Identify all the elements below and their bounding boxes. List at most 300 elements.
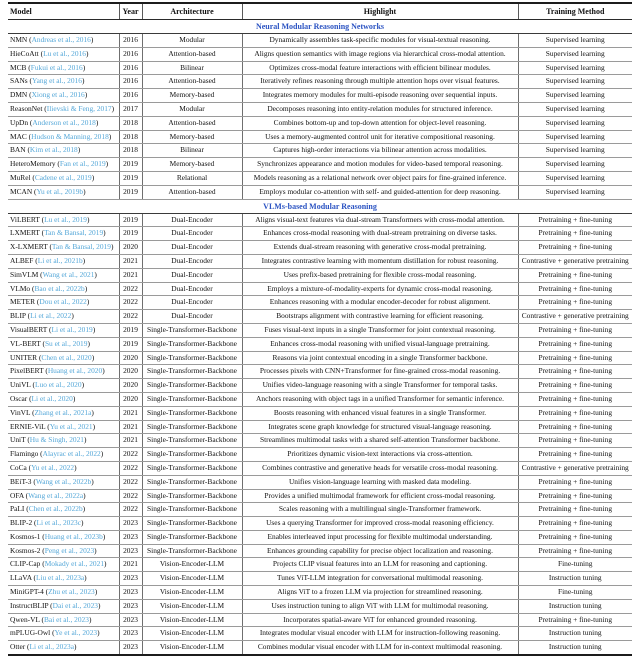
training-method-cell: Supervised learning: [518, 34, 632, 48]
model-name: X-LXMERT (: [10, 242, 52, 252]
model-cell: [8, 641, 119, 655]
model-cell: [8, 365, 119, 379]
architecture-cell: Relational: [142, 171, 242, 185]
citation-close-paren: ): [82, 62, 86, 72]
architecture-cell: Dual-Encoder: [142, 241, 242, 255]
citation-link[interactable]: Fukui et al., 2016: [30, 62, 83, 72]
citation-link[interactable]: Andreas et al., 2016: [31, 35, 91, 44]
citation-link[interactable]: Li et al., 2023a: [29, 642, 75, 652]
model-name: UpDn (: [10, 117, 33, 127]
table-row: [8, 544, 632, 558]
training-method-cell: Pretraining + fine-tuning: [518, 296, 632, 310]
model-cell: [8, 475, 119, 489]
training-method-cell: Pretraining + fine-tuning: [518, 337, 632, 351]
model-name: Oscar (: [10, 393, 32, 403]
highlight-cell: Iteratively refines reasoning through multiple attention hops over visual features.: [242, 75, 518, 89]
citation-close-paren: ): [90, 35, 94, 44]
model-cell: [8, 613, 119, 627]
table-row: [8, 351, 632, 365]
highlight-cell: Decomposes reasoning into entity-relation modules for structured inference.: [242, 102, 518, 116]
architecture-cell: Single-Transformer-Backbone: [142, 530, 242, 544]
column-header-year: Year: [119, 3, 142, 20]
architecture-cell: Single-Transformer-Backbone: [142, 544, 242, 558]
citation-close-paren: ): [102, 531, 106, 541]
architecture-cell: Single-Transformer-Backbone: [142, 475, 242, 489]
model-cell: [8, 171, 119, 185]
highlight-cell: Enhances reasoning with a modular encoder-decoder for robust alignment.: [242, 296, 518, 310]
model-cell: [8, 489, 119, 503]
highlight-cell: Scales reasoning with a multilingual single-Transformer framework.: [242, 503, 518, 517]
highlight-cell: Provides a unified multimodal framework for efficient cross-modal reasoning.: [242, 489, 518, 503]
citation-link[interactable]: Li et al., 2021b: [37, 255, 83, 265]
year-cell: 2019: [119, 185, 142, 199]
model-name: NMN (: [10, 35, 32, 44]
model-cell: [8, 144, 119, 158]
citation-close-paren: ): [94, 545, 97, 555]
table-row: [8, 392, 632, 406]
architecture-cell: Bilinear: [142, 144, 242, 158]
highlight-cell: Captures high-order interactions via bilinear attention across modalities.: [242, 144, 518, 158]
citation-link[interactable]: Yu et al., 2019b: [36, 186, 84, 196]
citation-close-paren: ): [82, 255, 86, 265]
citation-close-paren: ): [81, 518, 84, 528]
year-cell: 2018: [119, 144, 142, 158]
citation-close-paren: ): [102, 366, 105, 376]
citation-link[interactable]: Li et al., 2023c: [36, 518, 82, 528]
highlight-cell: Optimizes cross-modal feature interactions with efficient bilinear modules.: [242, 61, 518, 75]
citation-link[interactable]: Li et al., 2019: [51, 324, 93, 334]
citation-link[interactable]: Zhang et al., 2021a: [34, 407, 92, 417]
column-header-architecture: Architecture: [142, 3, 242, 20]
model-name: InstructBLIP (: [10, 600, 53, 610]
citation-link[interactable]: Ilievski & Feng, 2017: [46, 103, 112, 113]
citation-link[interactable]: Kim et al., 2018: [29, 145, 78, 155]
year-cell: 2018: [119, 116, 142, 130]
table-row: [8, 434, 632, 448]
table-row: [8, 613, 632, 627]
model-cell: [8, 61, 119, 75]
year-cell: 2023: [119, 517, 142, 531]
year-cell: 2016: [119, 47, 142, 61]
table-row: [8, 185, 632, 199]
training-method-cell: Supervised learning: [518, 102, 632, 116]
architecture-cell: Vision-Encoder-LLM: [142, 613, 242, 627]
citation-close-paren: ): [104, 559, 107, 569]
highlight-cell: Streamlines multimodal tasks with a shared self-attention Transformer backbone.: [242, 434, 518, 448]
highlight-cell: Reasons via joint contextual encoding in a single Transformer backbone.: [242, 351, 518, 365]
highlight-cell: Models reasoning as a relational network over object pairs for fine-grained inference.: [242, 171, 518, 185]
highlight-cell: Uses instruction tuning to align ViT with LLM for multimodal reasoning.: [242, 599, 518, 613]
year-cell: 2021: [119, 420, 142, 434]
citation-link[interactable]: Chen et al., 2022b: [28, 504, 83, 514]
table-row: [8, 61, 632, 75]
model-name: METER (: [10, 297, 40, 307]
table-row: [8, 34, 632, 48]
table-row: [8, 130, 632, 144]
model-cell: [8, 282, 119, 296]
citation-close-paren: ): [92, 324, 96, 334]
training-method-cell: Pretraining + fine-tuning: [518, 544, 632, 558]
highlight-cell: Projects CLIP visual features into an LLM for reasoning and captioning.: [242, 558, 518, 572]
architecture-cell: Single-Transformer-Backbone: [142, 379, 242, 393]
citation-close-paren: ): [77, 145, 81, 155]
citation-close-paren: ): [81, 380, 85, 390]
architecture-cell: Vision-Encoder-LLM: [142, 586, 242, 600]
citation-link[interactable]: Yu et al., 2021: [49, 421, 93, 431]
model-name: MiniGPT-4 (: [10, 587, 49, 597]
architecture-cell: Single-Transformer-Backbone: [142, 420, 242, 434]
table-row: [8, 586, 632, 600]
highlight-cell: Tunes ViT-LLM integration for conversational multimodal reasoning.: [242, 572, 518, 586]
year-cell: 2020: [119, 365, 142, 379]
highlight-cell: Enhances grounding capability for precise object localization and reasoning.: [242, 544, 518, 558]
citation-link[interactable]: Tan & Bansal, 2019: [51, 242, 111, 252]
table-row: [8, 475, 632, 489]
year-cell: 2016: [119, 89, 142, 103]
year-cell: 2023: [119, 586, 142, 600]
highlight-cell: Uses a querying Transformer for improved cross-modal reasoning efficiency.: [242, 517, 518, 531]
model-name: LXMERT (: [10, 228, 45, 238]
training-method-cell: Pretraining + fine-tuning: [518, 530, 632, 544]
year-cell: 2023: [119, 627, 142, 641]
table-row: [8, 241, 632, 255]
training-method-cell: Pretraining + fine-tuning: [518, 323, 632, 337]
year-cell: 2019: [119, 213, 142, 227]
highlight-cell: Integrates scene graph knowledge for structured visual-language reasoning.: [242, 420, 518, 434]
architecture-cell: Single-Transformer-Backbone: [142, 392, 242, 406]
model-name: Qwen-VL (: [10, 614, 44, 624]
year-cell: 2022: [119, 296, 142, 310]
model-cell: [8, 461, 119, 475]
citation-close-paren: ): [91, 407, 94, 417]
highlight-cell: Enhances cross-modal reasoning with unified visual-language pretraining.: [242, 337, 518, 351]
model-name: UniT (: [10, 435, 30, 445]
architecture-cell: Dual-Encoder: [142, 296, 242, 310]
citation-link[interactable]: Bao et al., 2022b: [34, 283, 85, 293]
model-comparison-table: [8, 2, 632, 656]
architecture-cell: Single-Transformer-Backbone: [142, 365, 242, 379]
citation-link[interactable]: Wang et al., 2021: [42, 269, 95, 279]
model-cell: [8, 130, 119, 144]
citation-link[interactable]: Hu & Singh, 2021: [29, 435, 84, 445]
training-method-cell: Pretraining + fine-tuning: [518, 420, 632, 434]
training-method-cell: Supervised learning: [518, 75, 632, 89]
highlight-cell: Unifies vision-language learning with masked data modeling.: [242, 475, 518, 489]
model-name: mPLUG-Owl (: [10, 628, 55, 638]
year-cell: 2022: [119, 475, 142, 489]
model-name: ReasonNet (: [10, 103, 47, 113]
table-row: [8, 517, 632, 531]
highlight-cell: Uses prefix-based pretraining for flexible cross-modal reasoning.: [242, 268, 518, 282]
model-name: PaLI (: [10, 504, 29, 514]
year-cell: 2023: [119, 599, 142, 613]
citation-link[interactable]: Su et al., 2019: [44, 338, 88, 348]
architecture-cell: Dual-Encoder: [142, 254, 242, 268]
year-cell: 2019: [119, 323, 142, 337]
year-cell: 2022: [119, 448, 142, 462]
model-name: DMN (: [10, 90, 32, 100]
citation-close-paren: ): [83, 435, 87, 445]
citation-link[interactable]: Peng et al., 2023: [44, 545, 95, 555]
column-header-highlight: Highlight: [242, 3, 518, 20]
training-method-cell: Supervised learning: [518, 116, 632, 130]
architecture-cell: Single-Transformer-Backbone: [142, 503, 242, 517]
citation-link[interactable]: Cadene et al., 2019: [34, 172, 92, 182]
year-cell: 2022: [119, 282, 142, 296]
table-row: [8, 116, 632, 130]
citation-close-paren: ): [92, 421, 96, 431]
architecture-cell: Memory-based: [142, 158, 242, 172]
model-name: VLMo (: [10, 283, 35, 293]
model-name: BEiT-3 (: [10, 476, 36, 486]
table-row: [8, 365, 632, 379]
year-cell: 2021: [119, 558, 142, 572]
citation-close-paren: ): [81, 76, 85, 86]
training-method-cell: Pretraining + fine-tuning: [518, 365, 632, 379]
citation-link[interactable]: Liu et al., 2023a: [35, 573, 85, 583]
model-name: PixelBERT (: [10, 366, 48, 376]
architecture-cell: Modular: [142, 34, 242, 48]
table-row: [8, 268, 632, 282]
training-method-cell: Pretraining + fine-tuning: [518, 475, 632, 489]
highlight-cell: Employs a mixture-of-modality-experts for dynamic cross-modal reasoning.: [242, 282, 518, 296]
citation-close-paren: ): [94, 587, 98, 597]
citation-close-paren: ): [103, 228, 106, 238]
table-row: [8, 379, 632, 393]
table-row: [8, 461, 632, 475]
training-method-cell: Supervised learning: [518, 158, 632, 172]
citation-close-paren: ): [87, 214, 90, 224]
citation-close-paren: ): [95, 117, 99, 127]
citation-link[interactable]: Fan et al., 2019: [59, 159, 106, 169]
training-method-cell: Supervised learning: [518, 185, 632, 199]
column-header-training-method: Training Method: [518, 3, 632, 20]
architecture-cell: Dual-Encoder: [142, 227, 242, 241]
model-cell: [8, 185, 119, 199]
training-method-cell: Supervised learning: [518, 130, 632, 144]
citation-link[interactable]: Wang et al., 2022a: [28, 490, 84, 500]
year-cell: 2021: [119, 254, 142, 268]
citation-link[interactable]: Luo et al., 2020: [34, 380, 82, 390]
citation-link[interactable]: Wang et al., 2022b: [35, 476, 92, 486]
architecture-cell: Memory-based: [142, 130, 242, 144]
highlight-cell: Fuses visual-text inputs in a single Transformer for joint contextual reasoning.: [242, 323, 518, 337]
citation-link[interactable]: Xiong et al., 2016: [31, 90, 85, 100]
citation-link[interactable]: Alayrac et al., 2022: [42, 449, 101, 459]
model-cell: [8, 530, 119, 544]
citation-close-paren: ): [91, 476, 94, 486]
training-method-cell: Pretraining + fine-tuning: [518, 392, 632, 406]
model-cell: [8, 158, 119, 172]
citation-link[interactable]: Lu et al., 2016: [43, 48, 86, 58]
model-cell: [8, 75, 119, 89]
model-cell: [8, 34, 119, 48]
model-cell: [8, 116, 119, 130]
model-name: BAN (: [10, 145, 30, 155]
highlight-cell: Enhances cross-modal reasoning with dual-stream pretraining on diverse tasks.: [242, 227, 518, 241]
table-row: [8, 254, 632, 268]
citation-link[interactable]: Yang et al., 2016: [31, 76, 82, 86]
model-name: MCAN (: [10, 186, 37, 196]
citation-link[interactable]: Huang et al., 2023b: [44, 531, 103, 541]
table-row: [8, 420, 632, 434]
citation-link[interactable]: Zhu et al., 2023: [48, 587, 95, 597]
training-method-cell: Pretraining + fine-tuning: [518, 227, 632, 241]
year-cell: 2020: [119, 241, 142, 255]
table-row: [8, 448, 632, 462]
citation-link[interactable]: Li et al., 2020: [31, 393, 73, 403]
highlight-cell: Incorporates spatial-aware ViT for enhanced grounded reasoning.: [242, 613, 518, 627]
model-cell: [8, 102, 119, 116]
architecture-cell: Vision-Encoder-LLM: [142, 627, 242, 641]
training-method-cell: Pretraining + fine-tuning: [518, 241, 632, 255]
year-cell: 2021: [119, 268, 142, 282]
citation-close-paren: ): [108, 131, 112, 141]
training-method-cell: Supervised learning: [518, 47, 632, 61]
model-cell: [8, 379, 119, 393]
highlight-cell: Aligns question semantics with image regions via hierarchical cross-modal attention.: [242, 47, 518, 61]
table-row: [8, 489, 632, 503]
year-cell: 2023: [119, 530, 142, 544]
year-cell: 2016: [119, 75, 142, 89]
year-cell: 2020: [119, 392, 142, 406]
model-name: Kosmos-1 (: [10, 531, 45, 541]
model-cell: [8, 227, 119, 241]
model-cell: [8, 310, 119, 324]
model-name: CLIP-Cap (: [10, 559, 45, 569]
highlight-cell: Anchors reasoning with object tags in a unified Transformer for semantic inference.: [242, 392, 518, 406]
training-method-cell: Instruction tuning: [518, 572, 632, 586]
table-row: [8, 503, 632, 517]
citation-close-paren: ): [84, 283, 88, 293]
training-method-cell: Supervised learning: [518, 144, 632, 158]
citation-close-paren: ): [100, 449, 104, 459]
highlight-cell: Enables interleaved input processing for flexible multimodal understanding.: [242, 530, 518, 544]
citation-link[interactable]: Dai et al., 2023: [52, 600, 98, 610]
highlight-cell: Dynamically assembles task-specific modules for visual-textual reasoning.: [242, 34, 518, 48]
model-name: SANs (: [10, 76, 32, 86]
model-name: SimVLM (: [10, 269, 43, 279]
citation-close-paren: ): [91, 352, 95, 362]
highlight-cell: Aligns ViT to a frozen LLM via projection for streamlined reasoning.: [242, 586, 518, 600]
model-name: HeteroMemory (: [10, 159, 60, 169]
architecture-cell: Single-Transformer-Backbone: [142, 337, 242, 351]
citation-link[interactable]: Bai et al., 2023: [44, 614, 89, 624]
training-method-cell: Pretraining + fine-tuning: [518, 351, 632, 365]
year-cell: 2020: [119, 351, 142, 365]
training-method-cell: Contrastive + generative pretraining: [518, 254, 632, 268]
year-cell: 2023: [119, 613, 142, 627]
highlight-cell: Integrates modular visual encoder with LLM for instruction-following reasoning.: [242, 627, 518, 641]
architecture-cell: Bilinear: [142, 61, 242, 75]
table-row: [8, 213, 632, 227]
table-row: [8, 530, 632, 544]
citation-link[interactable]: Li et al., 2022: [30, 311, 72, 321]
citation-close-paren: ): [86, 297, 90, 307]
citation-close-paren: ): [87, 338, 90, 348]
year-cell: 2022: [119, 489, 142, 503]
model-name: HieCoAtt (: [10, 48, 44, 58]
year-cell: 2023: [119, 641, 142, 655]
citation-link[interactable]: Anderson et al., 2018: [32, 117, 96, 127]
training-method-cell: Pretraining + fine-tuning: [518, 434, 632, 448]
model-name: VisualBERT (: [10, 324, 52, 334]
citation-link[interactable]: Dou et al., 2022: [39, 297, 87, 307]
highlight-cell: Employs modular co-attention with self- and guided-attention for deep reasoning.: [242, 185, 518, 199]
model-cell: [8, 47, 119, 61]
training-method-cell: Fine-tuning: [518, 586, 632, 600]
architecture-cell: Dual-Encoder: [142, 282, 242, 296]
highlight-cell: Integrates contrastive learning with momentum distillation for robust reasoning.: [242, 254, 518, 268]
model-cell: [8, 337, 119, 351]
citation-close-paren: ): [85, 48, 89, 58]
architecture-cell: Dual-Encoder: [142, 213, 242, 227]
citation-link[interactable]: Chen et al., 2020: [41, 352, 92, 362]
year-cell: 2020: [119, 379, 142, 393]
citation-link[interactable]: Yu et al., 2022: [31, 462, 75, 472]
citation-link[interactable]: Hudson & Manning, 2018: [31, 131, 109, 141]
citation-link[interactable]: Mokady et al., 2021: [44, 559, 105, 569]
model-cell: [8, 89, 119, 103]
highlight-cell: Processes pixels with CNN+Transformer for fine-grained cross-modal reasoning.: [242, 365, 518, 379]
model-name: ERNIE-ViL (: [10, 421, 50, 431]
highlight-cell: Combines contrastive and generative heads for versatile cross-modal reasoning.: [242, 461, 518, 475]
citation-close-paren: ): [83, 490, 86, 500]
architecture-cell: Memory-based: [142, 89, 242, 103]
model-cell: [8, 586, 119, 600]
year-cell: 2018: [119, 130, 142, 144]
architecture-cell: Attention-based: [142, 47, 242, 61]
training-method-cell: Pretraining + fine-tuning: [518, 213, 632, 227]
architecture-cell: Attention-based: [142, 75, 242, 89]
year-cell: 2017: [119, 102, 142, 116]
model-name: Flamingo (: [10, 449, 43, 459]
training-method-cell: Fine-tuning: [518, 558, 632, 572]
year-cell: 2022: [119, 461, 142, 475]
citation-close-paren: ): [74, 462, 77, 472]
citation-link[interactable]: Huang et al., 2020: [47, 366, 103, 376]
year-cell: 2021: [119, 434, 142, 448]
model-name: BLIP (: [10, 311, 31, 321]
section-header-row: [8, 20, 632, 34]
citation-link[interactable]: Lu et al., 2019: [44, 214, 87, 224]
training-method-cell: Pretraining + fine-tuning: [518, 503, 632, 517]
model-name: UniVL (: [10, 380, 35, 390]
table-body: [8, 20, 632, 656]
training-method-cell: Instruction tuning: [518, 627, 632, 641]
citation-link[interactable]: Ye et al., 2023: [54, 628, 98, 638]
citation-close-paren: ): [97, 628, 100, 638]
citation-close-paren: ): [72, 393, 76, 403]
architecture-cell: Single-Transformer-Backbone: [142, 448, 242, 462]
architecture-cell: Single-Transformer-Backbone: [142, 489, 242, 503]
table-row: [8, 599, 632, 613]
model-cell: [8, 599, 119, 613]
table-row: [8, 75, 632, 89]
section-title: Neural Modular Reasoning Networks: [8, 20, 632, 34]
year-cell: 2016: [119, 61, 142, 75]
citation-link[interactable]: Tan & Bansal, 2019: [44, 228, 104, 238]
model-cell: [8, 392, 119, 406]
model-cell: [8, 544, 119, 558]
citation-close-paren: ): [82, 504, 86, 514]
architecture-cell: Dual-Encoder: [142, 310, 242, 324]
model-cell: [8, 323, 119, 337]
architecture-cell: Single-Transformer-Backbone: [142, 351, 242, 365]
year-cell: 2019: [119, 227, 142, 241]
architecture-cell: Vision-Encoder-LLM: [142, 599, 242, 613]
model-cell: [8, 627, 119, 641]
